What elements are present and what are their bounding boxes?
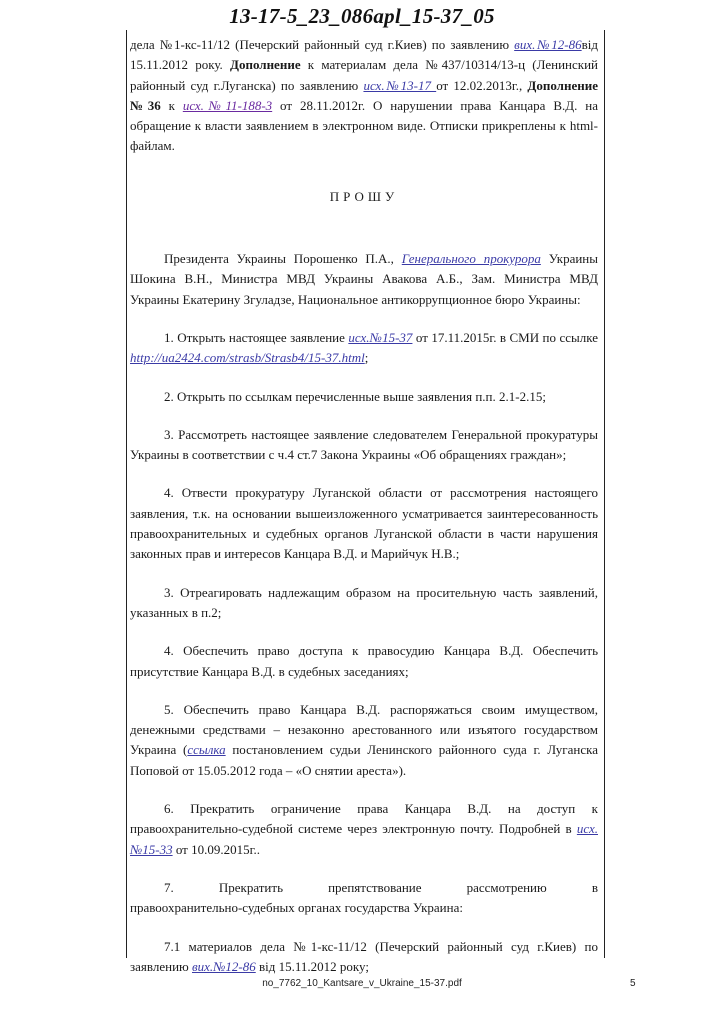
addressees-paragraph <box>130 249 598 310</box>
text-run: 1. Открыть настоящее заявление <box>164 329 349 345</box>
link-vih-12-86-b[interactable]: вих.№12-86 <box>192 958 256 974</box>
document-header-title: 13-17-5_23_086apl_15-37_05 <box>229 4 495 28</box>
text-run: 5. Обеспечить право Канцара В.Д. распоряжаться своим имуществом, денежными средствами – незаконно арестованного или изъятого государством Украина ( <box>130 701 598 758</box>
text-run: препятствование <box>328 879 422 895</box>
request-item-4: 4. Отвести прокуратуру Луганской области от рассмотрения настоящего заявления, т.к. на основании вышеизложенного усматривается заинтересованность правоохранительных и судебных органов Луганской области в части нарушения законных прав и интересов Канцара В.Д. и Марийчук Н.В.; <box>130 485 598 562</box>
text-run: 7.1 материалов дела №1-кс-11/12 (Печерский районный суд г.Киев) по заявлению <box>130 938 598 974</box>
text-run: к материалам дела №437/10314/13-ц (Ленинский районный суд г.Луганска) по заявлению <box>130 57 598 93</box>
request-item-7 <box>130 878 598 919</box>
request-item-1 <box>130 328 598 369</box>
intro-paragraph <box>130 35 598 157</box>
page-number: 5 <box>630 978 636 989</box>
text-run: Украины Шокина В.Н., Министра МВД Украины Авакова А.Б., Зам. Министра МВД Украины Екатерину Згуладзе, Национальное антикоррупционное бюро Украины: <box>130 251 598 307</box>
text-run: от 17.11.2015г. в СМИ по ссылке <box>412 329 598 345</box>
footer-filename: no_7762_10_Kantsare_v_Ukraine_15-37.pdf <box>262 978 462 989</box>
text-run: от 10.09.2015г.. <box>172 841 260 857</box>
link-isx-15-37[interactable]: исх.№15-37 <box>348 329 413 345</box>
request-item-4b: 4. Обеспечить право доступа к правосудию Канцара В.Д. Обеспечить присутствие Канцара В.Д. в судебных заседаниях; <box>130 643 598 679</box>
left-margin-rule <box>126 30 127 958</box>
text-run: рассмотрению <box>466 879 547 895</box>
document-body <box>130 35 598 995</box>
link-vih-12-86[interactable]: вих.№12-86 <box>514 37 582 52</box>
text-run: 7. <box>164 879 174 895</box>
text-run: 6. Прекратить ограничение права Канцара В.Д. на доступ к правоохранительно-судебной системе через электронную почту. Подробней в <box>130 801 598 837</box>
text-run: к <box>160 97 183 113</box>
text-run: Прекратить <box>218 879 283 895</box>
text-run: Президента Украины Порошенко П.А., <box>164 251 402 267</box>
link-isx-13-17[interactable]: исх.№13-17 <box>363 77 437 93</box>
text-run: від 15.11.2012 року; <box>255 958 369 974</box>
bold-text: Дополнение №36 <box>130 77 598 113</box>
link-ua2424-url[interactable]: http://ua2424.com/strasb/Strasb4/15-37.html <box>130 350 365 366</box>
link-ssylka[interactable]: ссылка <box>187 742 226 758</box>
section-title: ПРОШУ <box>329 188 399 204</box>
link-isx-11-188-3[interactable]: исх.№11-188-3 <box>182 97 273 113</box>
request-item-3: 3. Рассмотреть настоящее заявление следователем Генеральной прокуратуры Украины в соответствии с ч.4 ст.7 Закона Украины «Об обращениях граждан»; <box>130 426 598 463</box>
text-run: от 28.11.2012г. О нарушении права Канцара В.Д. на обращение к власти заявлением в электронном виде. Отписки прикреплены к html-файлам. <box>130 97 598 154</box>
request-item-3b: 3. Отреагировать надлежащим образом на просительную часть заявлений, указанных в п.2; <box>130 584 598 620</box>
text-run: от 12.02.2013г., <box>436 77 528 93</box>
request-item-2: 2. Открыть по ссылкам перечисленные выше заявления п.п. 2.1-2.15; <box>164 388 546 404</box>
request-item-6 <box>130 799 598 860</box>
item-7-second-line: правоохранительно-судебных органах государства Украина: <box>130 900 463 916</box>
text-run: в <box>591 879 598 895</box>
item-7-first-line <box>130 878 598 898</box>
right-margin-rule <box>604 30 605 958</box>
link-general-prosecutor[interactable]: Генерального прокурора <box>401 251 541 267</box>
link-isx-15-33[interactable]: исх.№15-33 <box>130 821 598 857</box>
text-run: дела №1-кс-11/12 (Печерский районный суд г.Киев) по заявлению <box>130 37 515 52</box>
text-run: від 15.11.2012 року. <box>130 37 599 73</box>
request-item-7-1 <box>130 937 598 978</box>
bold-text: Дополнение <box>230 57 301 73</box>
text-run: ; <box>364 350 369 366</box>
text-run: постановлением судьи Ленинского районного суда г. Луганска Поповой от 15.05.2012 года – «О снятии ареста»). <box>130 742 598 778</box>
request-item-5 <box>130 700 598 781</box>
